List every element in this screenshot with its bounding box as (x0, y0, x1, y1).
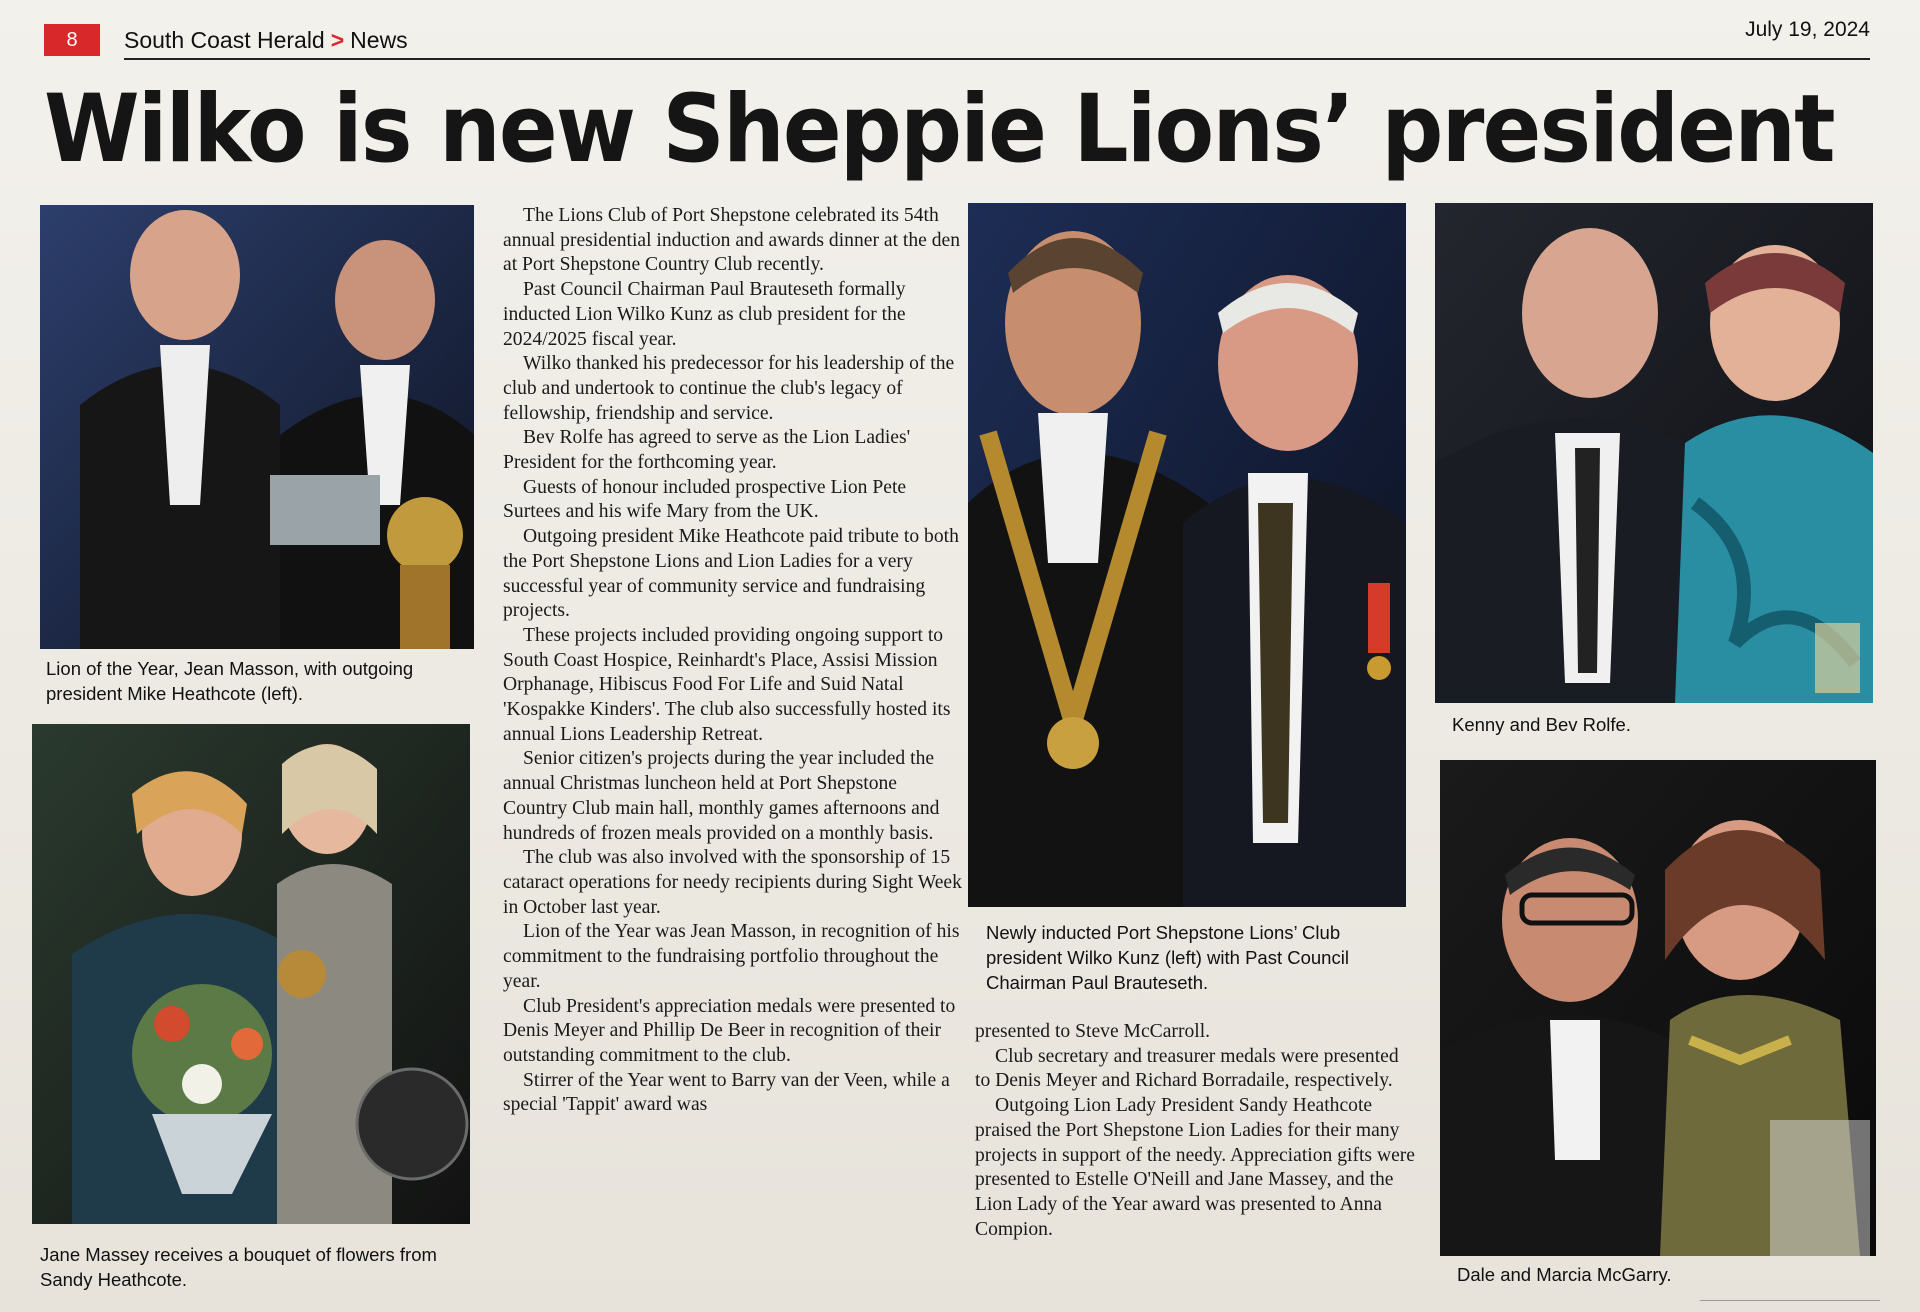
section-name: News (350, 27, 408, 53)
footer-rule (1700, 1300, 1880, 1301)
article-paragraph: Bev Rolfe has agreed to serve as the Lion Ladies' President for the forthcoming year. (503, 427, 911, 474)
article-paragraph: Stirrer of the Year went to Barry van der Veen, while a special 'Tappit' award was (503, 1069, 950, 1116)
article-paragraph: presented to Steve McCarroll. (975, 1021, 1211, 1042)
article-paragraph: Club secretary and treasurer medals were presented to Denis Meyer and Richard Borradaile, respectively. (975, 1045, 1399, 1092)
caption-photo-4: Kenny and Bev Rolfe. (1452, 714, 1631, 735)
page-number: 8 (44, 24, 100, 56)
publication-name: South Coast Herald (124, 27, 325, 53)
photo-couple-mcgarry (1440, 760, 1876, 1256)
breadcrumb-separator: > (330, 27, 345, 53)
article-column-2 (975, 1020, 1415, 1242)
photo-awards (40, 205, 474, 649)
article-paragraph: The Lions Club of Port Shepstone celebrated its 54th annual presidential induction and awards dinner at the den at Port Shepstone Country Club recently. (503, 205, 961, 276)
caption-photo-1: Lion of the Year, Jean Masson, with outgoing president Mike Heathcote (left). (46, 658, 414, 704)
article-paragraph: Guests of honour included prospective Lion Pete Surtees and his wife Mary from the UK. (503, 476, 907, 523)
headline: Wilko is new Sheppie Lions’ president (44, 75, 1834, 184)
article-paragraph: Past Council Chairman Paul Brauteseth formally inducted Lion Wilko Kunz as club president for the 2024/2025 fiscal year. (503, 279, 906, 350)
article-paragraph: The club was also involved with the sponsorship of 15 cataract operations for needy recipients during Sight Week in October last year. (503, 847, 962, 918)
photo-induction (968, 203, 1406, 907)
caption-photo-2: Jane Massey receives a bouquet of flowers from Sandy Heathcote. (40, 1244, 437, 1290)
article-paragraph: Outgoing Lion Lady President Sandy Heathcote praised the Port Shepstone Lion Ladies for their many projects in support of the needy. Appreciation gifts were presented to Estelle O'Neill and Jane Massey, and the Lion Lady of the Year award was presented to Anna Compion. (975, 1095, 1416, 1240)
article-paragraph: Outgoing president Mike Heathcote paid tribute to both the Port Shepstone Lions and Lion Ladies for a very successful year of community service and fundraising projects. (503, 526, 959, 622)
article-paragraph: Club President's appreciation medals were presented to Denis Meyer and Phillip De Beer in recognition of their outstanding commitment to the club. (503, 995, 956, 1066)
photo-bouquet (32, 724, 470, 1224)
caption-photo-3: Newly inducted Port Shepstone Lions’ Club president Wilko Kunz (left) with Past Council Chairman Paul Brauteseth. (986, 922, 1349, 993)
header-rule (124, 58, 1870, 60)
article-paragraph: Lion of the Year was Jean Masson, in recognition of his commitment to the fundraising portfolio throughout the year. (503, 921, 960, 992)
breadcrumb (124, 24, 408, 56)
article-paragraph: These projects included providing ongoing support to South Coast Hospice, Reinhardt's Place, Assisi Mission Orphanage, Hibiscus Food For Life and Suid Natal 'Kospakke Kinders'. The club also successfully hosted its annual Lions Leadership Retreat. (503, 624, 951, 745)
article-paragraph: Wilko thanked his predecessor for his leadership of the club and undertook to continue the club's legacy of fellowship, friendship and service. (503, 353, 955, 424)
article-paragraph: Senior citizen's projects during the year included the annual Christmas luncheon held at Port Shepstone Country Club main hall, monthly games afternoons and hundreds of frozen meals provided on a monthly basis. (503, 748, 940, 844)
caption-photo-5: Dale and Marcia McGarry. (1457, 1264, 1672, 1285)
article-column-1 (503, 204, 963, 1118)
photo-couple-rolfe (1435, 203, 1873, 703)
issue-date: July 19, 2024 (1745, 18, 1870, 41)
